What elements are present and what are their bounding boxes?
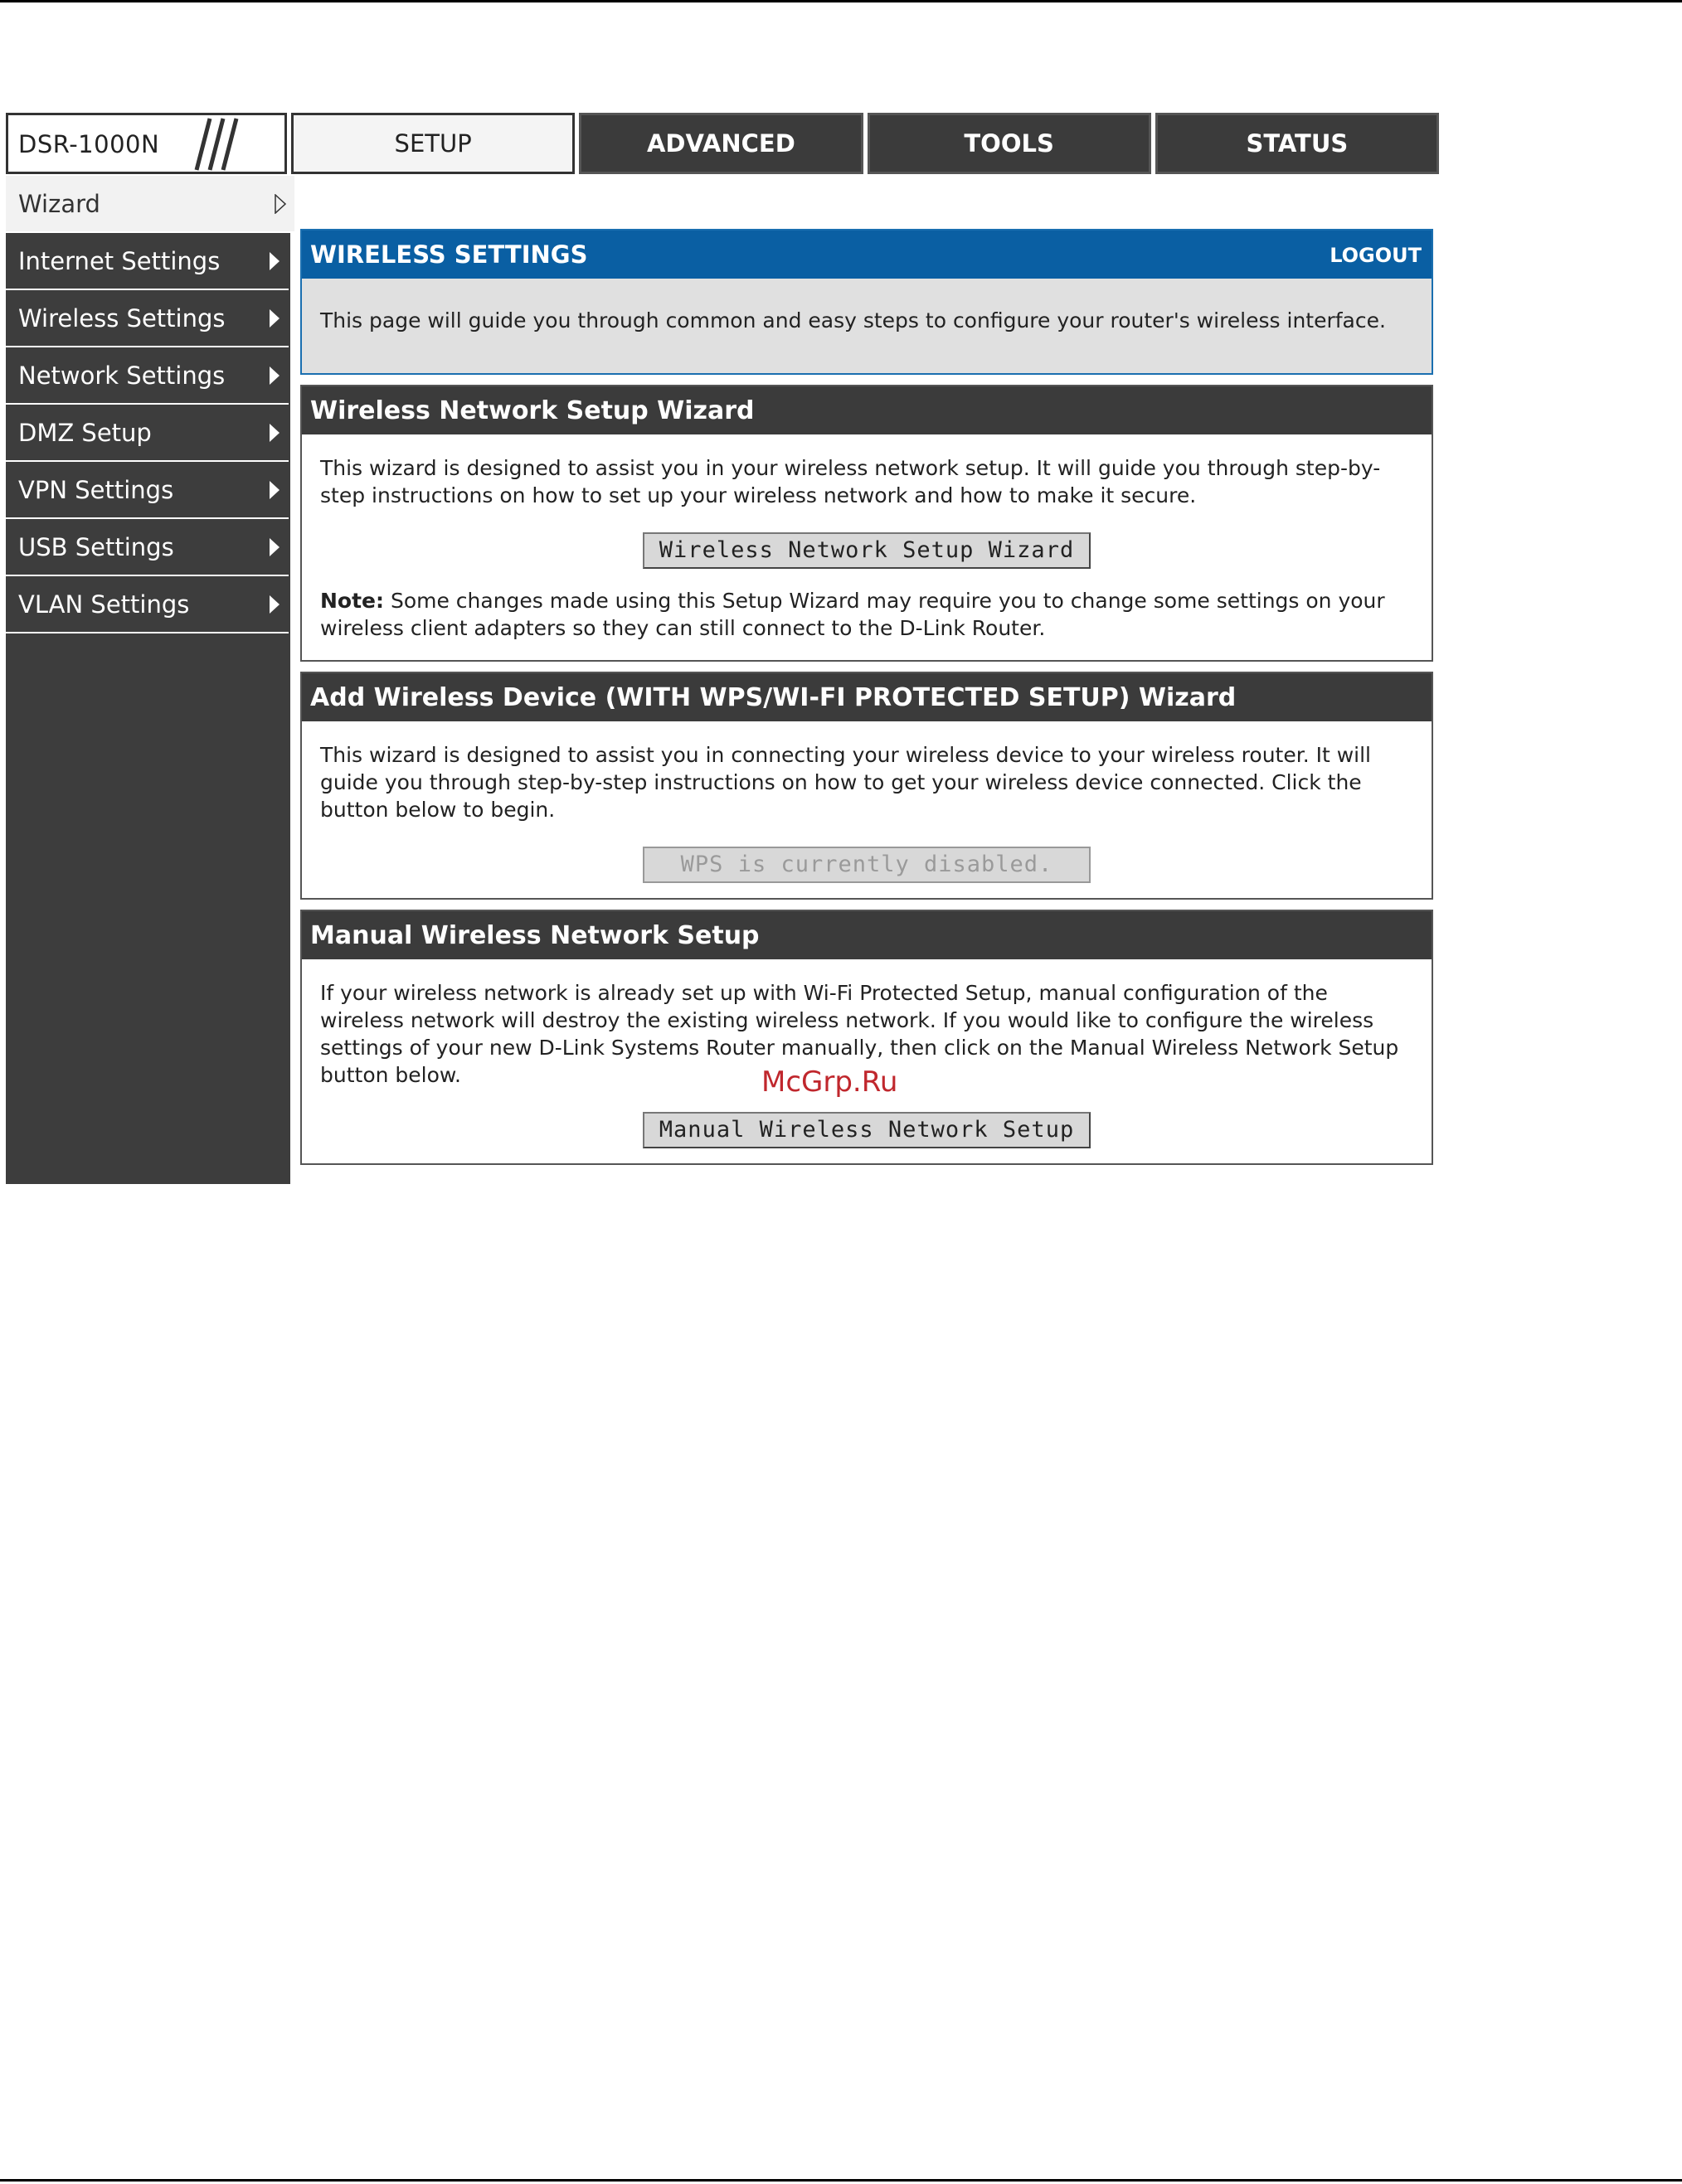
sidebar-item-usb-settings[interactable] [6,519,289,576]
sidebar-item-vpn-settings[interactable] [6,462,289,519]
sidebar-item-label: DMZ Setup [18,418,152,447]
sidebar [6,176,290,1184]
bottom-page-rule [0,2179,1682,2182]
arrow-right-icon [269,366,280,386]
sidebar-item-label: Wireless Settings [18,303,226,332]
main-content [300,229,1433,1165]
sidebar-item-label: Wizard [18,189,100,218]
sidebar-item-label: USB Settings [18,532,174,561]
sidebar-item-label: Internet Settings [18,246,221,275]
section-title: Manual Wireless Network Setup [302,911,1432,959]
section-text: This wizard is designed to assist you in your wireless network setup. It will guide you through step-by-step instructions on how to set up your wireless network and how to make it secure. [320,456,1381,507]
sidebar-item-vlan-settings[interactable] [6,576,289,633]
sidebar-item-label: Network Settings [18,361,226,390]
arrow-right-icon [269,423,280,443]
tab-status[interactable]: STATUS [1155,113,1439,174]
arrow-right-icon [269,308,280,328]
tab-advanced[interactable]: ADVANCED [579,113,863,174]
arrow-outline-icon [275,194,286,214]
router-ui [6,113,1439,1184]
page-title: WIRELESS SETTINGS [310,240,588,269]
arrow-right-icon [269,480,280,500]
wireless-setup-wizard-section [300,385,1433,662]
sidebar-item-wizard[interactable] [6,176,294,233]
wireless-setup-wizard-button[interactable]: Wireless Network Setup Wizard [643,532,1091,569]
sidebar-item-internet-settings[interactable] [6,233,289,290]
page-description: This page will guide you through common and easy steps to configure your router's wireless interface. [320,308,1386,332]
manual-setup-section [300,910,1433,1165]
wizard-note [320,587,1413,642]
model-name: DSR-1000N [18,130,160,158]
section-title: Add Wireless Device (WITH WPS/WI-FI PROTECTED SETUP) Wizard [302,673,1432,721]
watermark: McGrp.Ru [761,1065,898,1099]
section-text: This wizard is designed to assist you in connecting your wireless device to your wireless router. It will guide you through step-by-step instructions on how to get your wireless device connected. Click the button below to begin. [320,743,1372,822]
arrow-right-icon [269,251,280,271]
tab-tools[interactable]: TOOLS [868,113,1151,174]
logout-link[interactable]: LOGOUT [1330,244,1422,267]
manual-setup-button[interactable]: Manual Wireless Network Setup [643,1112,1091,1148]
header-bar [302,231,1432,279]
slash-logo-icon [178,117,278,172]
model-logo-box [6,113,287,174]
sidebar-item-wireless-settings[interactable] [6,290,289,347]
top-navigation [291,113,1439,174]
sidebar-item-network-settings[interactable] [6,347,289,405]
wireless-settings-header-panel [300,229,1433,375]
sidebar-item-label: VPN Settings [18,475,174,504]
arrow-right-icon [269,595,280,614]
note-label: Note: [320,589,385,613]
note-text: Some changes made using this Setup Wizard may require you to change some settings on your wireless client adapters so they can still connect to the D-Link Router. [320,589,1385,640]
wps-disabled-button: WPS is currently disabled. [643,847,1091,883]
top-page-rule [0,0,1682,2]
wps-wizard-section [300,672,1433,900]
sidebar-item-label: VLAN Settings [18,590,190,619]
arrow-right-icon [269,537,280,557]
tab-setup[interactable]: SETUP [291,113,575,174]
section-text: If your wireless network is already set up with Wi-Fi Protected Setup, manual configuration of the wireless network will destroy the existing wireless network. If you would like to configure the wireless settings of your new D-Link Systems Router manually, then click on the Manual Wireless Network Setup button below. [320,981,1399,1087]
sidebar-item-dmz-setup[interactable] [6,405,289,462]
section-title: Wireless Network Setup Wizard [302,386,1432,434]
